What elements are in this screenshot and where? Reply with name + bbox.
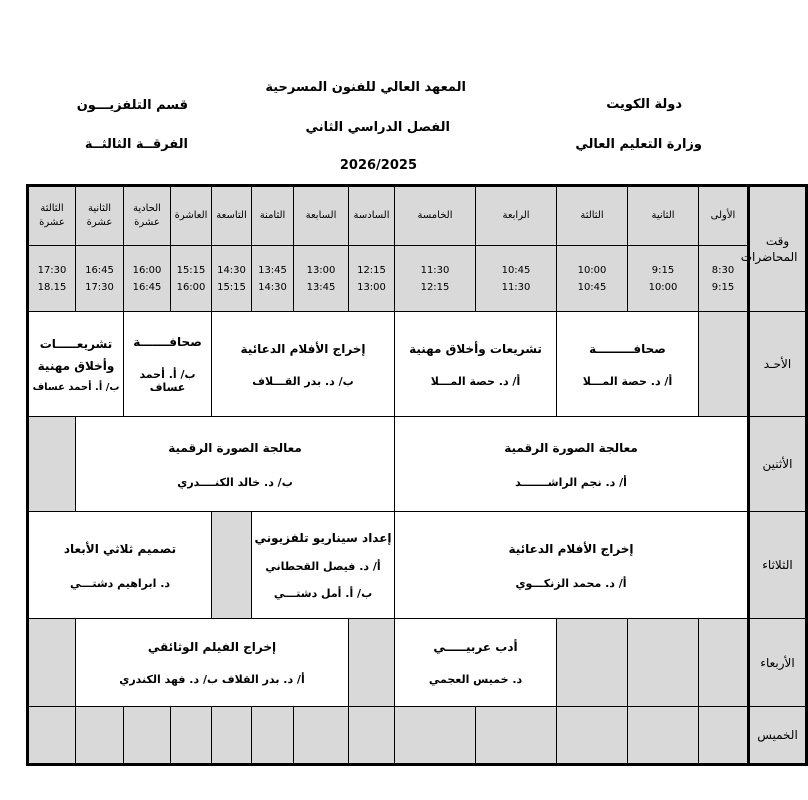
period-name: الرابعة [476,186,557,246]
empty-slot [28,707,76,765]
period-name: الثالثة عشرة [28,186,76,246]
period-time: 10:00 10:45 [557,246,628,312]
period-time: 13:00 13:45 [294,246,349,312]
empty-slot [349,619,395,707]
empty-slot [28,619,76,707]
day-tuesday: الثلاثاء [749,512,807,619]
class-cell: أدب عربيـــــي د. خميس العجمي [395,619,557,707]
group: الفرقــة الثالثــة [84,137,188,152]
period-name: العاشرة [171,186,212,246]
period-name: السادسة [349,186,395,246]
empty-slot [252,707,294,765]
institute-name: المعهد العالي للفنون المسرحية [265,80,466,95]
class-cell: تشريعـــــات وأخلاق مهنية ب/ أ. أحمد عساف [28,312,124,417]
period-time: 15:15 16:00 [171,246,212,312]
day-sunday: الأحـد [749,312,807,417]
day-thursday: الخميس [749,707,807,765]
empty-slot [699,707,749,765]
period-name: الثالثة [557,186,628,246]
class-cell: معالجة الصورة الرقمية أ/ د. نجم الراشـــــــد [395,417,749,512]
class-cell: إخراج الأفلام الدعائية ب/ د. بدر القـــلاف [212,312,395,417]
empty-slot [124,707,171,765]
period-name: الثانية [628,186,699,246]
day-wednesday: الأربعاء [749,619,807,707]
period-time: 10:45 11:30 [476,246,557,312]
class-cell: تصميم ثلاثي الأبعاد د. ابراهيم دشتـــي [28,512,212,619]
empty-slot [476,707,557,765]
class-cell: تشريعات وأخلاق مهنية أ/ د. حصة المـــلا [395,312,557,417]
empty-slot [699,312,749,417]
class-cell: إخراج الفيلم الوثائقي أ/ د. بدر القلاف ب/ د. فهد الكندري [76,619,349,707]
empty-slot [171,707,212,765]
period-time: 13:45 14:30 [252,246,294,312]
class-cell: معالجة الصورة الرقمية ب/ د. خالد الكنــــدري [76,417,395,512]
ministry-country: دولة الكويت [606,97,682,112]
empty-slot [28,417,76,512]
empty-slot [557,707,628,765]
period-name: السابعة [294,186,349,246]
empty-slot [557,619,628,707]
class-cell: صحافـــــــــة أ/ د. حصة المـــلا [557,312,699,417]
period-name: الخامسة [395,186,476,246]
empty-slot [212,512,252,619]
empty-slot [76,707,124,765]
empty-slot [395,707,476,765]
period-name: الأولى [699,186,749,246]
period-name: الثامنة [252,186,294,246]
empty-slot [628,619,699,707]
time-corner-cell: وقت المحاضرات [749,186,807,312]
semester: الفصل الدراسي الثاني [305,120,450,135]
period-time: 16:45 17:30 [76,246,124,312]
day-monday: الأثنين [749,417,807,512]
class-cell: إخراج الأفلام الدعائية أ/ د. محمد الزنكـــوي [395,512,749,619]
ministry-name: وزارة التعليم العالي [575,137,702,152]
period-time: 14:30 15:15 [212,246,252,312]
period-time: 9:15 10:00 [628,246,699,312]
period-name: التاسعة [212,186,252,246]
class-cell: إعداد سيناريو تلفزيوني أ/ د. فيصل القحطاني ب/ أ. أمل دشتـــي [252,512,395,619]
empty-slot [294,707,349,765]
class-cell: صحافـــــــة ب/ أ. أحمد عساف [124,312,212,417]
period-name: الحادية عشرة [124,186,171,246]
period-time: 17:30 18.15 [28,246,76,312]
period-name: الثانية عشرة [76,186,124,246]
empty-slot [349,707,395,765]
period-time: 8:30 9:15 [699,246,749,312]
academic-year: 2026/2025 [339,158,417,173]
schedule-table [26,184,808,766]
empty-slot [628,707,699,765]
empty-slot [212,707,252,765]
empty-slot [699,619,749,707]
period-time: 11:30 12:15 [395,246,476,312]
period-time: 12:15 13:00 [349,246,395,312]
period-time: 16:00 16:45 [124,246,171,312]
department: قسم التلفزيـــون [76,98,188,113]
